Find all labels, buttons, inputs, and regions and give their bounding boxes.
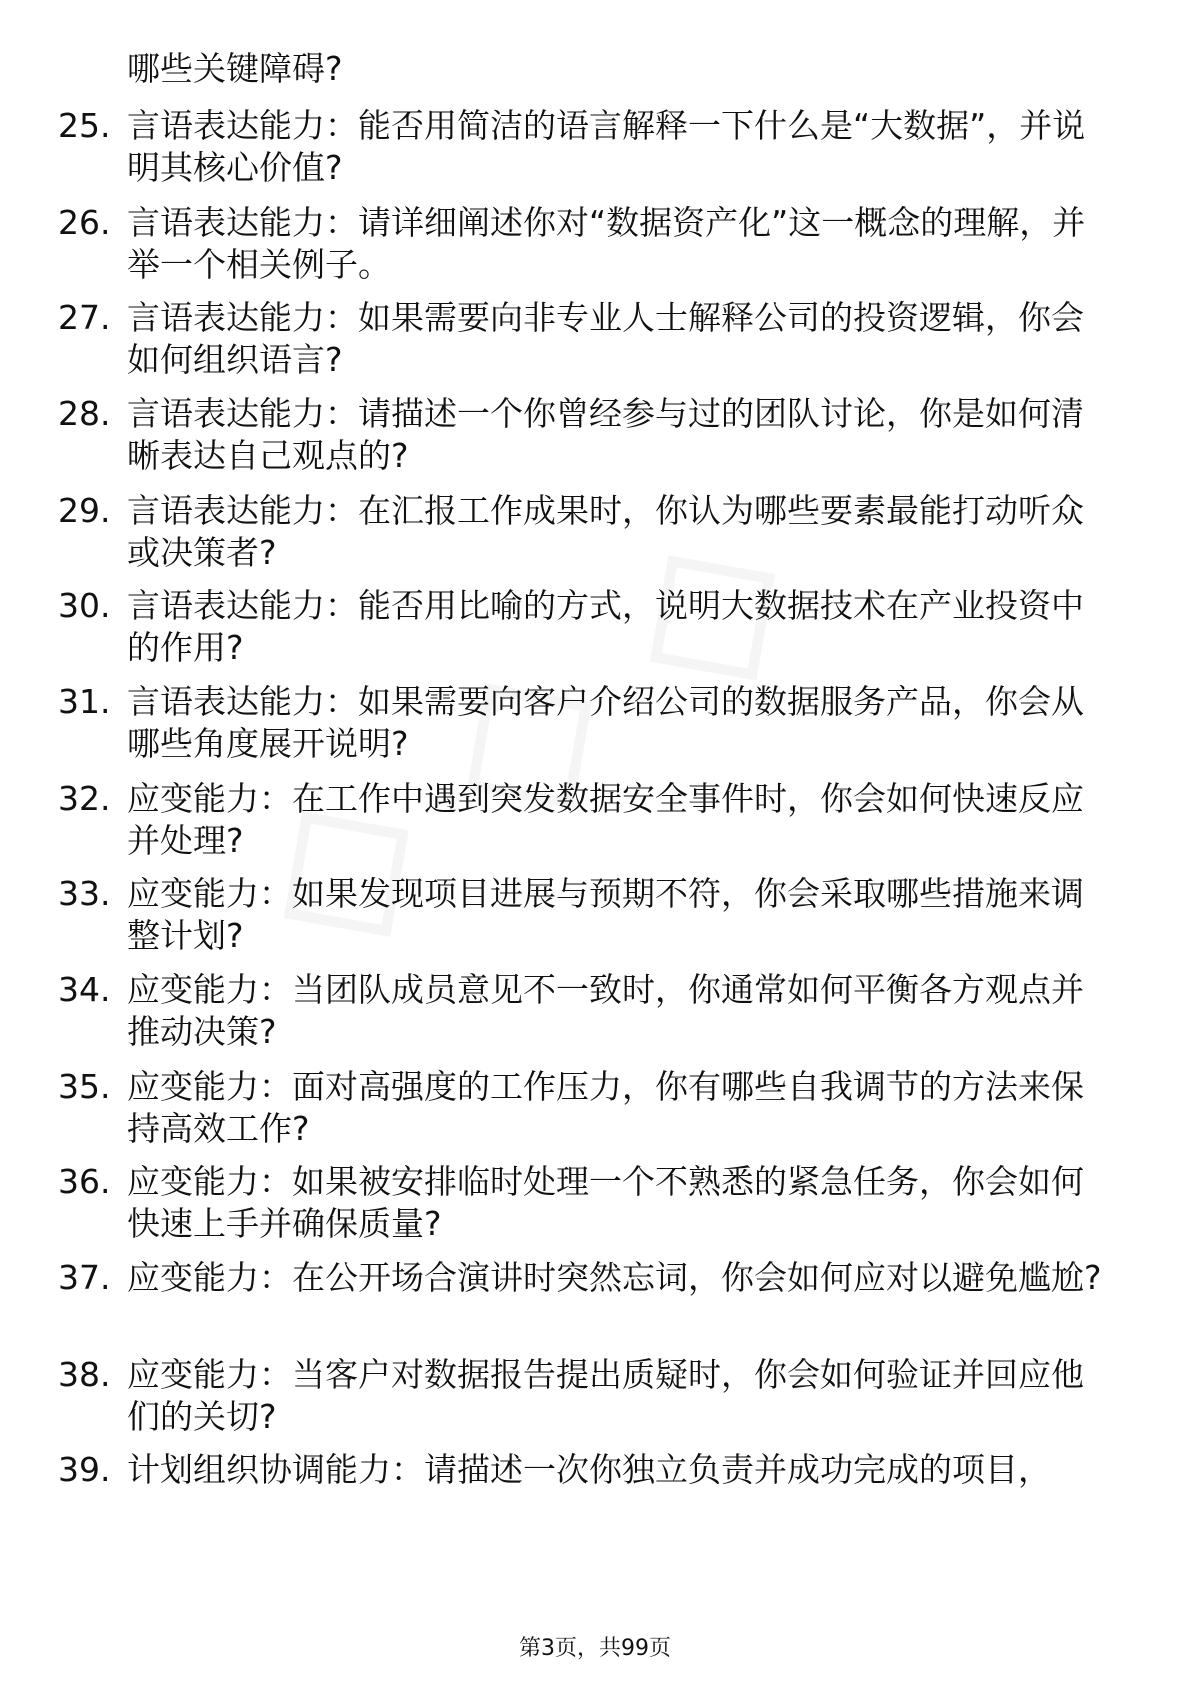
question-number: 39. xyxy=(58,1450,111,1489)
question-item xyxy=(0,681,1190,771)
question-text: 言语表达能力：如果需要向客户介绍公司的数据服务产品，你会从哪些角度展开说明? xyxy=(127,682,1084,763)
question-text: 应变能力：在公开场合演讲时突然忘词，你会如何应对以避免尴尬? xyxy=(127,1258,1102,1297)
question-text: 应变能力：在工作中遇到突发数据安全事件时，你会如何快速反应并处理? xyxy=(127,779,1084,860)
question-number: 29. xyxy=(58,491,111,530)
question-number: 28. xyxy=(58,394,111,433)
question-number: 33. xyxy=(58,874,111,913)
question-item xyxy=(0,1161,1190,1251)
question-number: 36. xyxy=(58,1162,111,1201)
question-number: 38. xyxy=(58,1355,111,1394)
question-number: 37. xyxy=(58,1258,111,1297)
question-text: 应变能力：面对高强度的工作压力，你有哪些自我调节的方法来保持高效工作? xyxy=(127,1067,1084,1148)
question-text: 应变能力：当团队成员意见不一致时，你通常如何平衡各方观点并推动决策? xyxy=(127,970,1084,1051)
continuation-text: 哪些关键障碍? xyxy=(127,49,343,88)
question-text: 言语表达能力：请描述一个你曾经参与过的团队讨论，你是如何清晰表达自己观点的? xyxy=(127,394,1084,475)
question-item xyxy=(0,1257,1190,1347)
question-item xyxy=(0,490,1190,580)
question-number: 27. xyxy=(58,298,111,337)
question-number: 26. xyxy=(58,203,111,242)
question-item xyxy=(0,585,1190,675)
question-text: 应变能力：当客户对数据报告提出质疑时，你会如何验证并回应他们的关切? xyxy=(127,1355,1084,1436)
question-item xyxy=(0,297,1190,387)
question-text: 言语表达能力：请详细阐述你对“数据资产化”这一概念的理解，并举一个相关例子。 xyxy=(127,203,1086,284)
question-text: 言语表达能力：在汇报工作成果时，你认为哪些要素最能打动听众或决策者? xyxy=(127,491,1084,572)
question-number: 34. xyxy=(58,970,111,1009)
question-text: 计划组织协调能力：请描述一次你独立负责并成功完成的项目， xyxy=(127,1450,1051,1489)
question-text: 言语表达能力：能否用简洁的语言解释一下什么是“大数据”，并说明其核心价值? xyxy=(127,106,1086,187)
question-number: 30. xyxy=(58,586,111,625)
question-number: 35. xyxy=(58,1067,111,1106)
question-item xyxy=(0,778,1190,868)
question-item xyxy=(0,393,1190,483)
question-text: 应变能力：如果发现项目进展与预期不符，你会采取哪些措施来调整计划? xyxy=(127,874,1084,955)
question-item xyxy=(0,1066,1190,1156)
question-item xyxy=(0,202,1190,292)
question-text: 言语表达能力：能否用比喻的方式，说明大数据技术在产业投资中的作用? xyxy=(127,586,1084,667)
question-text: 应变能力：如果被安排临时处理一个不熟悉的紧急任务，你会如何快速上手并确保质量? xyxy=(127,1162,1084,1243)
question-item xyxy=(0,873,1190,963)
question-number: 31. xyxy=(58,682,111,721)
page-footer: 第3页，共99页 xyxy=(519,1636,671,1661)
question-item xyxy=(0,1354,1190,1444)
question-number: 25. xyxy=(58,106,111,145)
question-item xyxy=(0,1449,1190,1539)
question-item xyxy=(0,105,1190,195)
question-text: 言语表达能力：如果需要向非专业人士解释公司的投资逻辑，你会如何组织语言? xyxy=(127,298,1084,379)
question-item xyxy=(0,969,1190,1059)
question-number: 32. xyxy=(58,779,111,818)
